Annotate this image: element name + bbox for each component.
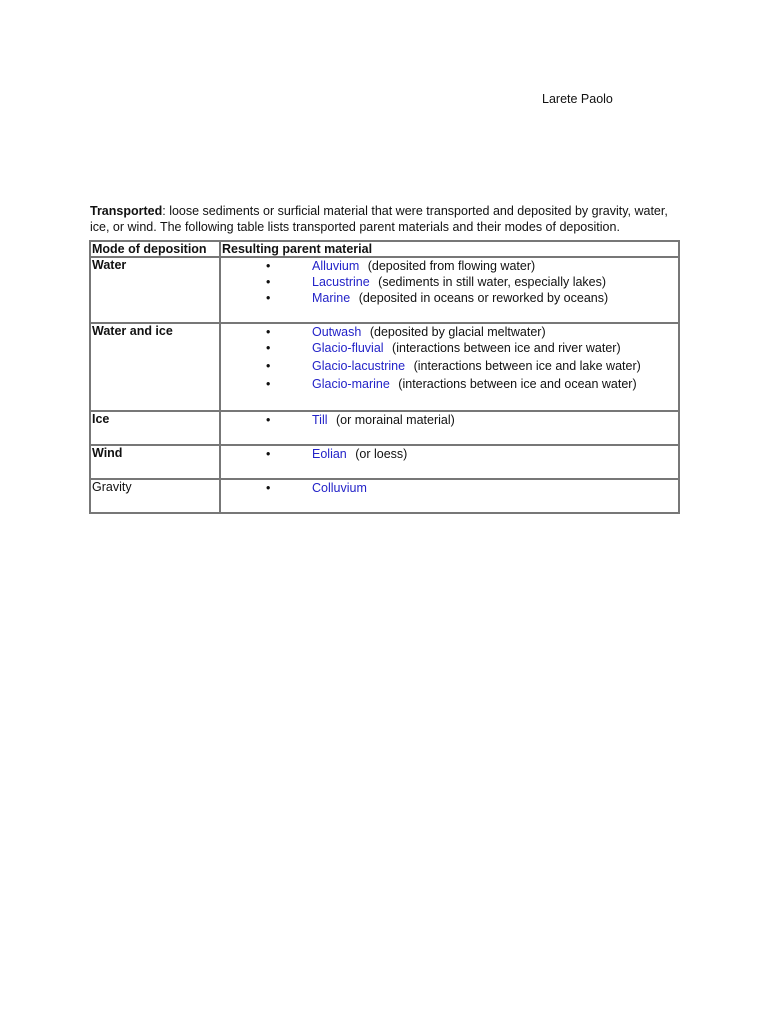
material-term[interactable]: Lacustrine — [312, 275, 370, 289]
table-row — [90, 479, 679, 513]
mode-cell: Ice — [90, 411, 220, 445]
material-term[interactable]: Colluvium — [312, 481, 367, 495]
material-term[interactable]: Glacio-marine — [312, 377, 390, 391]
material-desc: (interactions between ice and lake water) — [413, 359, 641, 373]
table-header-row — [90, 241, 679, 257]
deposition-table — [89, 240, 680, 514]
material-cell — [220, 257, 679, 323]
mode-cell: Gravity — [90, 479, 220, 513]
bullet: • — [266, 291, 271, 305]
mode-cell: Wind — [90, 445, 220, 479]
bullet: • — [266, 447, 271, 461]
header-mode: Mode of deposition — [90, 241, 220, 257]
list-item — [222, 258, 677, 274]
list-item — [222, 340, 677, 356]
bullet: • — [266, 341, 271, 355]
material-list — [222, 412, 677, 428]
list-item — [222, 480, 677, 496]
material-list — [222, 258, 677, 306]
list-item — [222, 446, 677, 462]
material-term[interactable]: Glacio-lacustrine — [312, 359, 406, 373]
mode-cell: Water and ice — [90, 323, 220, 411]
table-row — [90, 257, 679, 323]
author-name: Larete Paolo — [542, 92, 613, 106]
material-cell — [220, 323, 679, 411]
material-term[interactable]: Till — [312, 413, 328, 427]
material-desc: (sediments in still water, especially lakes) — [378, 275, 607, 289]
table-row — [90, 411, 679, 445]
material-desc: (or loess) — [355, 447, 408, 461]
material-cell — [220, 445, 679, 479]
material-list — [222, 324, 677, 392]
bullet: • — [266, 377, 271, 391]
material-desc: (interactions between ice and river water) — [392, 341, 621, 355]
mode-cell: Water — [90, 257, 220, 323]
material-term[interactable]: Outwash — [312, 325, 362, 339]
intro-paragraph — [90, 203, 682, 235]
list-item — [222, 376, 677, 392]
intro-term: Transported — [90, 203, 163, 218]
material-list — [222, 446, 677, 462]
material-desc: (or morainal material) — [336, 413, 455, 427]
list-item — [222, 412, 677, 428]
material-desc: (deposited by glacial meltwater) — [369, 325, 546, 339]
list-item — [222, 324, 677, 340]
bullet: • — [266, 325, 271, 339]
table-body — [90, 257, 679, 513]
bullet: • — [266, 259, 271, 273]
list-item — [222, 290, 677, 306]
bullet: • — [266, 275, 271, 289]
material-cell — [220, 479, 679, 513]
header-material: Resulting parent material — [220, 241, 679, 257]
material-list — [222, 480, 677, 496]
list-item — [222, 358, 677, 374]
material-desc: (deposited from flowing water) — [367, 259, 536, 273]
material-desc: (deposited in oceans or reworked by oceans) — [358, 291, 609, 305]
material-term[interactable]: Alluvium — [312, 259, 360, 273]
intro-text: : loose sediments or surficial material that were transported and deposited by gravity, water, ice, or wind. The following table lists transported parent materials and their modes of deposition. — [90, 203, 668, 234]
material-desc: (interactions between ice and ocean water) — [398, 377, 637, 391]
material-term[interactable]: Marine — [312, 291, 351, 305]
bullet: • — [266, 481, 271, 495]
bullet: • — [266, 413, 271, 427]
material-cell — [220, 411, 679, 445]
list-item — [222, 274, 677, 290]
material-term[interactable]: Eolian — [312, 447, 347, 461]
material-term[interactable]: Glacio-fluvial — [312, 341, 384, 355]
table-row — [90, 445, 679, 479]
bullet: • — [266, 359, 271, 373]
table-row — [90, 323, 679, 411]
